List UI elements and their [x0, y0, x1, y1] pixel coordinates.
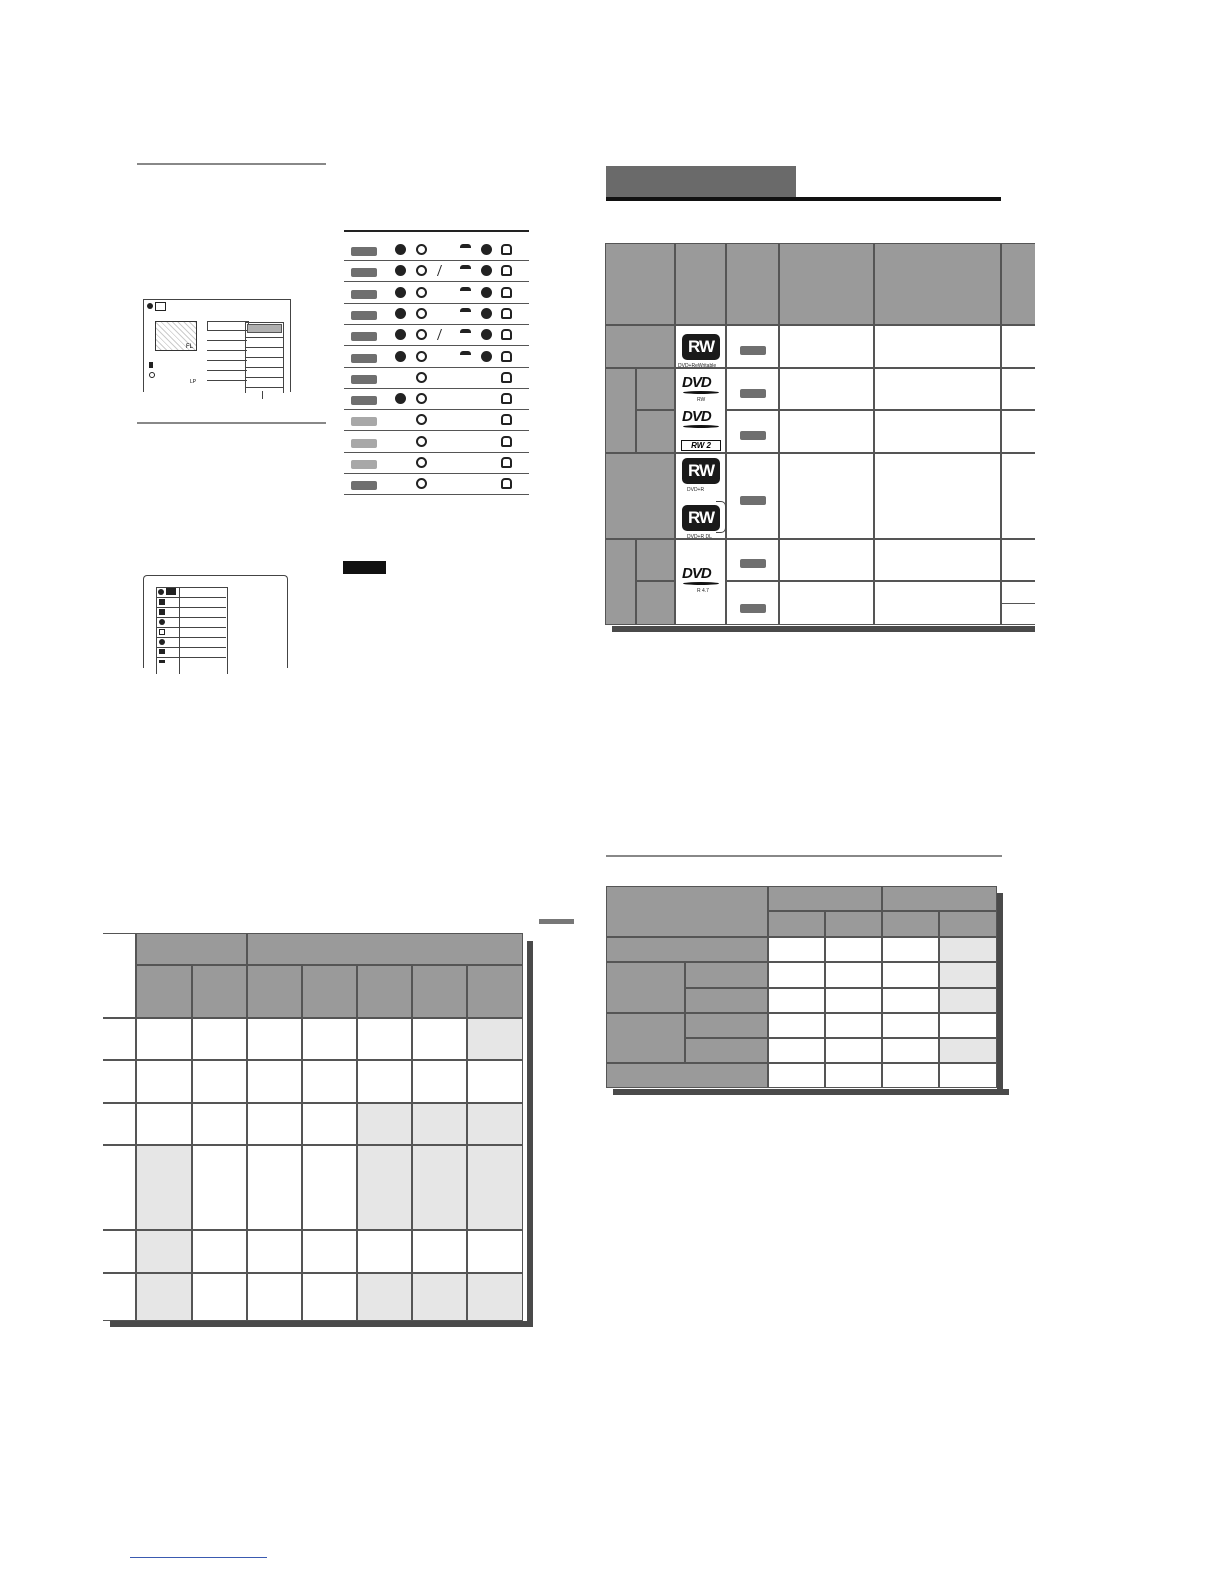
table-row [344, 410, 529, 431]
submenu-divider [246, 367, 283, 368]
disc-icon [481, 329, 492, 340]
phone-icon [460, 329, 471, 340]
row-label-cell [606, 1063, 768, 1088]
lock-icon [501, 351, 512, 362]
row-label-cell [605, 368, 636, 453]
page-tab-marker [539, 919, 574, 924]
row-label-cell [103, 1060, 136, 1103]
media-caption: DVD+R DL [687, 534, 712, 540]
table-cell [768, 1013, 825, 1038]
header-cell [605, 243, 675, 325]
media-pill [740, 604, 766, 613]
clock-disc-icon [416, 265, 427, 276]
clock-disc-icon [416, 351, 427, 362]
media-caption: DVD+R [687, 487, 705, 493]
row-label-cell [606, 937, 768, 962]
media-pill [740, 431, 766, 440]
disc-icon [395, 329, 406, 340]
table-cell [825, 962, 882, 988]
clock-disc-icon [416, 372, 427, 383]
media-pill [740, 559, 766, 568]
dvd-disc-mark [683, 582, 719, 585]
list-grid [156, 587, 228, 674]
table-cell [939, 1063, 997, 1088]
phone-icon [460, 265, 471, 276]
table-cell [779, 368, 874, 410]
disc-type-table [605, 243, 1035, 635]
lock-icon [501, 308, 512, 319]
table-top-rule [344, 230, 529, 232]
list-icon [159, 649, 165, 654]
table-cell [825, 1063, 882, 1088]
table-cell [357, 1273, 412, 1321]
table-cell [412, 1018, 467, 1060]
table-cell [192, 1018, 247, 1060]
disc-icon [395, 265, 406, 276]
table-cell [882, 962, 939, 988]
media-pill [351, 332, 377, 341]
table-cell [874, 325, 1001, 368]
table-cell [779, 325, 874, 368]
table-cell [882, 937, 939, 962]
header-group-cell [136, 933, 247, 965]
list-icon [159, 599, 165, 605]
disc-icon [395, 308, 406, 319]
table-cell [247, 1145, 302, 1230]
submenu-divider [246, 347, 283, 348]
clock-disc-icon [416, 308, 427, 319]
row-label-cell [606, 962, 685, 1013]
table-cell [192, 1273, 247, 1321]
compat-table-left [103, 933, 533, 1328]
media-caption: R 4.7 [697, 588, 709, 594]
header-cell [675, 243, 726, 325]
header-cell [882, 911, 939, 937]
lock-icon [501, 414, 512, 425]
media-pill [740, 346, 766, 355]
header-cell [467, 965, 523, 1018]
lock-icon [501, 244, 512, 255]
table-cell [874, 410, 1001, 453]
clock-disc-icon [416, 436, 427, 447]
table-row [344, 240, 529, 261]
table-cell [467, 1230, 523, 1273]
table-cell [1001, 539, 1035, 581]
list-row-divider [156, 627, 226, 628]
table-cell [768, 988, 825, 1013]
row-label-cell [103, 1018, 136, 1060]
table-shadow [613, 1089, 1009, 1095]
dvd-disc-mark [683, 391, 719, 394]
osd-illustration-1 [143, 299, 291, 392]
submenu-selected-item[interactable] [247, 324, 282, 333]
rw-logo-icon: RW [682, 458, 720, 484]
media-pill [351, 375, 377, 384]
table-row [344, 453, 529, 474]
table-row [344, 389, 529, 410]
scissors-icon [437, 265, 448, 276]
table-cell [302, 1230, 357, 1273]
table-cell [357, 1230, 412, 1273]
table-cell [1001, 453, 1035, 539]
lock-icon [501, 329, 512, 340]
list-row-divider [156, 647, 226, 648]
top-rule-left [137, 163, 326, 165]
table-cell [882, 1063, 939, 1088]
table-cell [136, 1273, 192, 1321]
media-pill [351, 247, 377, 256]
dvd-logo-icon: DVD [682, 374, 711, 391]
clock-disc-icon [416, 244, 427, 255]
row-label-cell [636, 368, 675, 410]
table-row [344, 304, 529, 325]
disc-icon [481, 287, 492, 298]
table-cell [825, 1013, 882, 1038]
table-shadow [527, 941, 533, 1327]
table-cell [247, 1273, 302, 1321]
table-cell [779, 410, 874, 453]
disc-icon [395, 244, 406, 255]
scissors-icon [437, 329, 448, 340]
lock-icon [501, 372, 512, 383]
row-label-cell [605, 453, 675, 539]
table-cell [412, 1145, 467, 1230]
table-cell [768, 937, 825, 962]
menu-divider [207, 380, 247, 381]
disc-icon [481, 351, 492, 362]
media-pill [351, 417, 377, 426]
media-pill [351, 481, 377, 490]
header-cell [1001, 243, 1035, 325]
table-shadow [997, 893, 1003, 1095]
table-cell [768, 1038, 825, 1063]
table-cell [192, 1060, 247, 1103]
menu-item-row[interactable] [207, 321, 249, 331]
media-pill [351, 290, 377, 299]
table-cell [779, 453, 874, 539]
table-cell [726, 581, 779, 625]
header-cell [192, 965, 247, 1018]
row-label-cell [685, 1038, 768, 1063]
media-pill [351, 460, 377, 469]
table-cell [302, 1060, 357, 1103]
table-cell [939, 1013, 997, 1038]
header-cell [825, 911, 882, 937]
table-cell [467, 1018, 523, 1060]
header-cell [779, 243, 874, 325]
table-cell [467, 1273, 523, 1321]
table-cell [779, 539, 874, 581]
table-cell [825, 937, 882, 962]
table-cell [357, 1060, 412, 1103]
table-cell [192, 1230, 247, 1273]
disc-icon [481, 308, 492, 319]
function-table [344, 230, 529, 505]
row-label-cell [103, 1145, 136, 1230]
header-cell [939, 911, 997, 937]
phone-icon [460, 287, 471, 298]
table-row [344, 283, 529, 304]
table-cell [136, 1018, 192, 1060]
lock-icon [501, 457, 512, 468]
table-cell [779, 581, 874, 625]
disc-icon [147, 303, 153, 309]
section-rule-right [606, 855, 1002, 857]
table-cell [874, 368, 1001, 410]
table-row [344, 325, 529, 346]
table-cell [768, 962, 825, 988]
submenu-divider [246, 387, 283, 388]
list-row-divider [156, 637, 226, 638]
header-cell [726, 243, 779, 325]
table-cell [136, 1103, 192, 1145]
clock-disc-icon [416, 457, 427, 468]
header-group-cell [247, 933, 523, 965]
table-cell [768, 1063, 825, 1088]
submenu-divider [246, 377, 283, 378]
dvd-logo-icon: DVD [682, 408, 711, 425]
table-cell [825, 1038, 882, 1063]
list-icon [159, 660, 165, 663]
row-label-cell [636, 539, 675, 581]
header-corner-cell [103, 933, 136, 1018]
table-cell [357, 1145, 412, 1230]
table-cell [825, 988, 882, 1013]
row-label-cell [103, 1273, 136, 1321]
table-cell [357, 1103, 412, 1145]
osd-illustration-2 [143, 575, 288, 668]
table-cell [247, 1060, 302, 1103]
grid-divider [179, 588, 180, 674]
table-cell [247, 1230, 302, 1273]
disc-icon [481, 244, 492, 255]
table-cell [882, 1038, 939, 1063]
table-cell [874, 453, 1001, 539]
clock-disc-icon [416, 393, 427, 404]
header-cell [357, 965, 412, 1018]
list-row-divider [156, 617, 226, 618]
table-cell [136, 1230, 192, 1273]
phone-icon [460, 244, 471, 255]
media-caption: DVD+ReWritable [678, 363, 717, 369]
table-cell [939, 988, 997, 1013]
list-row-divider [156, 607, 226, 608]
media-caption: RW [697, 397, 706, 403]
clock-small-icon [149, 372, 155, 378]
submenu-divider [246, 357, 283, 358]
rw-logo-icon: RW [682, 505, 720, 531]
fl-indicator: FL [186, 344, 194, 350]
clock-disc-icon [416, 414, 427, 425]
table-shadow [612, 626, 1035, 632]
list-icon [159, 629, 165, 635]
media-pill [351, 311, 377, 320]
clock-disc-icon [416, 478, 427, 489]
table-row [344, 432, 529, 453]
table-cell [467, 1145, 523, 1230]
clock-disc-icon [416, 329, 427, 340]
submenu-divider [246, 337, 283, 338]
table-cell [192, 1145, 247, 1230]
header-cell [302, 965, 357, 1018]
submenu[interactable] [245, 322, 284, 393]
header-group-cell [768, 886, 882, 911]
header-cell [874, 243, 1001, 325]
menu-divider [207, 370, 247, 371]
clock-disc-icon [416, 287, 427, 298]
media-pill [351, 439, 377, 448]
row-label-cell [685, 988, 768, 1013]
menu-divider [207, 340, 247, 341]
row-label-cell [103, 1230, 136, 1273]
rw-logo-icon: RW [682, 334, 720, 360]
cell-divider [1001, 603, 1035, 604]
table-row [344, 368, 529, 389]
section-rule-left [137, 422, 326, 424]
record-mode: LP [190, 379, 197, 385]
row-label-cell [605, 325, 675, 368]
table-cell [882, 988, 939, 1013]
lock-icon [501, 436, 512, 447]
menu-divider [207, 360, 247, 361]
rw2-badge: RW 2 [681, 440, 721, 451]
notes-badge [343, 561, 386, 574]
dvd-disc-mark [683, 425, 719, 428]
list-icon [159, 639, 165, 645]
lock-small-icon [149, 362, 153, 368]
table-row [344, 474, 529, 495]
compat-table-right [606, 886, 1006, 1098]
lock-icon [501, 287, 512, 298]
header-cell [768, 911, 825, 937]
row-label-cell [685, 1013, 768, 1038]
table-row [344, 261, 529, 282]
section-heading-bar [606, 166, 796, 197]
media-pill [740, 389, 766, 398]
lock-icon [501, 265, 512, 276]
row-label-cell [606, 1013, 685, 1063]
row-label-cell [685, 962, 768, 988]
table-cell [939, 937, 997, 962]
table-cell [357, 1018, 412, 1060]
footer-link[interactable] [130, 1557, 267, 1558]
table-cell [874, 539, 1001, 581]
list-row-divider [156, 597, 226, 598]
row-label-cell [605, 539, 636, 625]
row-divider [344, 494, 529, 495]
table-cell [302, 1145, 357, 1230]
table-cell [939, 962, 997, 988]
table-cell [467, 1103, 523, 1145]
table-cell [302, 1273, 357, 1321]
table-cell [247, 1103, 302, 1145]
table-row [344, 347, 529, 368]
table-cell [467, 1060, 523, 1103]
table-cell [939, 1038, 997, 1063]
dvd-logo-icon: DVD [682, 565, 711, 582]
table-cell [136, 1145, 192, 1230]
lock-icon [501, 478, 512, 489]
table-cell [1001, 368, 1035, 410]
section-heading-rule [606, 197, 1001, 201]
header-cell [412, 965, 467, 1018]
table-cell [247, 1018, 302, 1060]
list-icon [159, 619, 165, 625]
table-cell [1001, 325, 1035, 368]
table-cell [136, 1060, 192, 1103]
menu-divider [207, 350, 247, 351]
disc-icon [481, 265, 492, 276]
table-cell [874, 581, 1001, 625]
disc-icon [395, 351, 406, 362]
table-cell [412, 1273, 467, 1321]
table-cell [192, 1103, 247, 1145]
header-corner-cell [606, 886, 768, 937]
header-cell [136, 965, 192, 1018]
row-label-cell [636, 410, 675, 453]
media-icon [155, 302, 166, 311]
media-pill [351, 354, 377, 363]
header-cell [247, 965, 302, 1018]
row-label-cell [103, 1103, 136, 1145]
table-shadow [110, 1321, 533, 1327]
table-cell [1001, 410, 1035, 453]
phone-icon [460, 351, 471, 362]
table-cell [302, 1018, 357, 1060]
table-cell [882, 1013, 939, 1038]
row-label-cell [636, 581, 675, 625]
media-pill [740, 496, 766, 505]
list-icon [159, 609, 165, 615]
table-cell [412, 1103, 467, 1145]
phone-icon [460, 308, 471, 319]
media-pill [351, 396, 377, 405]
table-cell [412, 1060, 467, 1103]
disc-icon [395, 287, 406, 298]
table-cell [302, 1103, 357, 1145]
table-cell [412, 1230, 467, 1273]
callout-line [262, 391, 263, 399]
media-pill [351, 268, 377, 277]
disc-icon [395, 393, 406, 404]
dl-bracket [716, 501, 726, 533]
header-group-cell [882, 886, 997, 911]
lock-icon [501, 393, 512, 404]
list-row-divider [156, 657, 226, 658]
